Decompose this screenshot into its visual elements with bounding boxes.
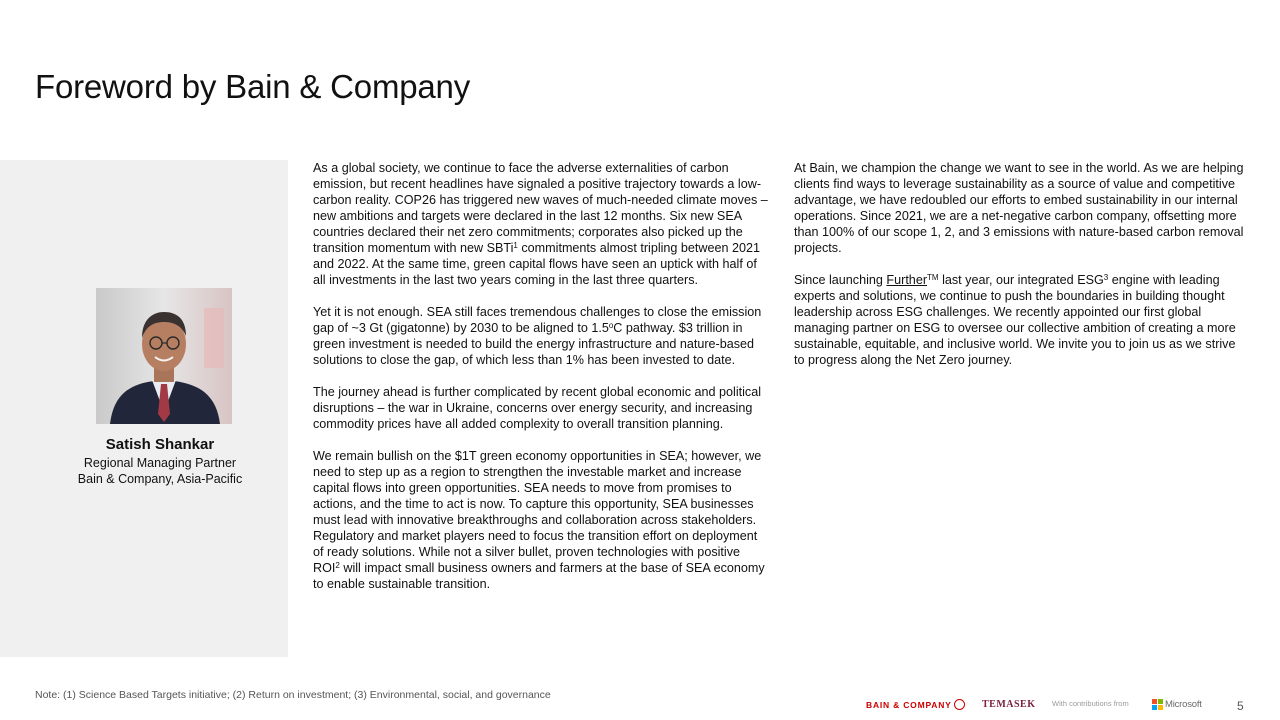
paragraph <box>313 160 768 288</box>
paragraph: The journey ahead is further complicated by recent global economic and political disruptions – the war in Ukraine, concerns over energy security, and increasing commodity prices have all added complexity to overall transition planning. <box>313 385 762 431</box>
page-title: Foreword by Bain & Company <box>35 68 470 106</box>
paragraph-text: Yet it is not enough. SEA still faces tremendous challenges to close the emission gap of ~3 Gt (gigatonne) by 2030 to be aligned to 1.5 <box>313 305 762 335</box>
microsoft-logo: Microsoft <box>1165 699 1202 710</box>
foreword-right-column <box>794 160 1246 384</box>
foreword-left-column <box>313 160 768 608</box>
degree-superscript: o <box>608 321 614 330</box>
microsoft-logo-icon <box>1152 699 1163 710</box>
paragraph <box>794 272 1246 368</box>
contributions-label: With contributions from <box>1052 699 1129 708</box>
bain-logo: BAIN & COMPANY <box>866 700 952 710</box>
footnote-ref: 1 <box>513 241 518 250</box>
portrait-photo <box>96 288 232 424</box>
temasek-logo: TEMASEK <box>982 699 1036 710</box>
person-role: Regional Managing Partner <box>83 456 237 470</box>
footnote-ref: 2 <box>335 561 340 570</box>
page-number: 5 <box>1237 699 1244 713</box>
paragraph-text: will impact small business owners and farmers at the base of SEA economy to enable sustainable transition. <box>313 561 765 591</box>
person-organization: Bain & Company, Asia-Pacific <box>77 472 243 486</box>
footnote-ref: 3 <box>1103 273 1109 282</box>
footnote: Note: (1) Science Based Targets initiative; (2) Return on investment; (3) Environmental, social, and governance <box>35 689 551 701</box>
paragraph-text: We remain bullish on the $1T green economy opportunities in SEA; however, we need to step up as a region to strengthen the investable market and increase capital flows into green opportunities. SEA needs to move from promises to actions, and the time to act is now. To capture this opportunity, SEA businesses must lead with innovative breakthroughs and collaboration across stakeholders. Regulatory and market players need to focus the transition effort on deployment of ready solutions. While not a silver bullet, proven technologies with positive ROI <box>313 449 762 575</box>
footer-logos <box>866 698 1236 714</box>
bain-logo-mark-icon <box>954 699 965 710</box>
paragraph-text: commitments almost tripling between 2021 and 2022. At the same time, green capital flows have seen an uptick with half of all investments in the last two years coming in the last three quarters. <box>313 241 761 287</box>
paragraph-text: As a global society, we continue to face the adverse externalities of carbon emission, but recent headlines have signaled a positive trajectory towards a low-carbon reality. COP26 has triggered new waves of much-needed climate moves – new ambitions and targets were declared in the last 12 months. Six new SEA countries declared their net zero commitments; corporates also picked up the transition momentum with new SBTi <box>313 161 768 255</box>
paragraph: At Bain, we champion the change we want to see in the world. As we are helping clients find ways to leverage sustainability as a source of value and competitive advantage, we have redoubled our efforts to embed sustainability in our internal operations. Since 2021, we are a net-negative carbon company, offsetting more than 100% of our scope 1, 2, and 3 emissions with nature-based carbon removal projects. <box>794 161 1244 255</box>
person-name: Satish Shankar <box>105 436 215 453</box>
paragraph <box>313 304 768 368</box>
paragraph-text: engine with leading experts and solutions, we continue to push the boundaries in building thought leadership across ESG challenges. We recently appointed our first global managing partner on ESG to oversee our collective ambition of creating a more sustainable, equitable, and inclusive world. We invite you to join us as we strive to progress along the Net Zero journey. <box>794 273 1236 367</box>
paragraph-text: C pathway. $3 trillion in green investment is needed to build the energy infrastructure and nature-based solutions to close the gap, of which less than 1% has been invested to date. <box>313 321 755 367</box>
further-link[interactable]: Further <box>886 273 928 287</box>
trademark-superscript: TM <box>927 273 939 282</box>
paragraph-text: Since launching <box>794 273 887 287</box>
paragraph <box>313 448 768 592</box>
profile-panel <box>0 160 288 657</box>
paragraph-text: last year, our integrated ESG <box>938 273 1104 287</box>
